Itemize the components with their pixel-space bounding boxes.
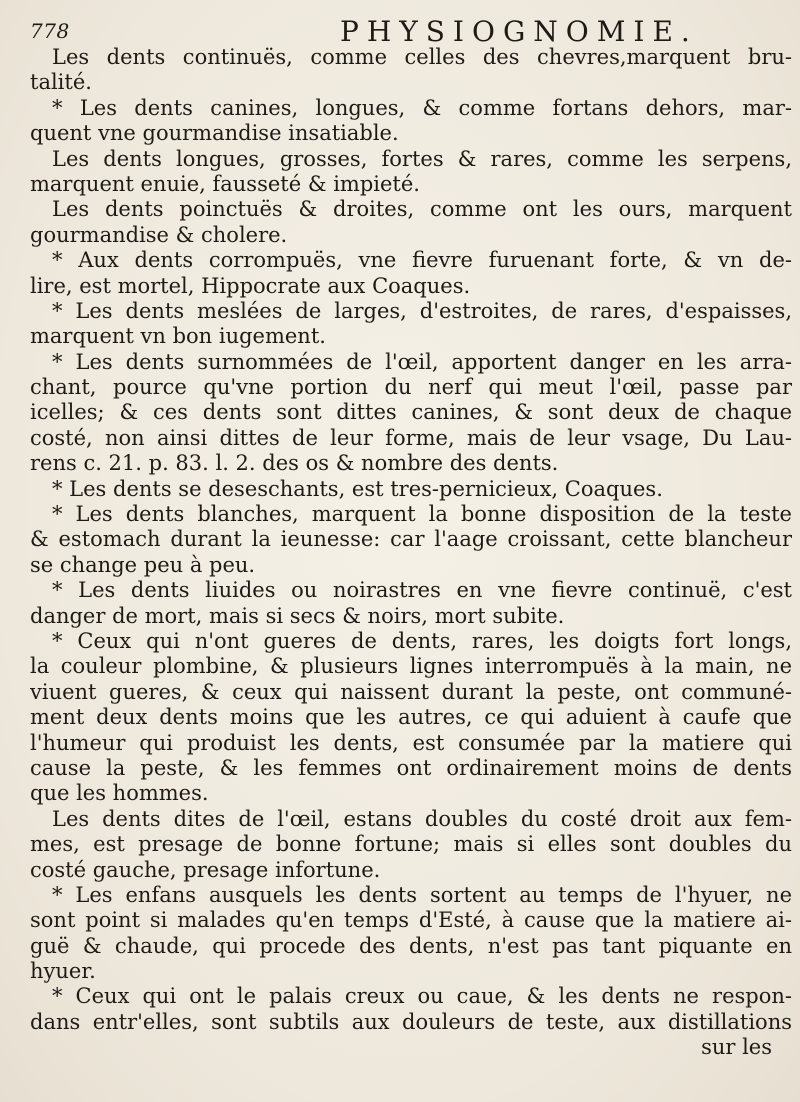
text-line: Les dents poinctuës & droites, comme ont les ours, marquent [52, 197, 792, 222]
text-line: * Les enfans ausquels les dents sortent au temps de l'hyuer, ne [52, 882, 792, 907]
text-line: * Ceux qui n'ont gueres de dents, rares, les doigts fort longs, [52, 628, 792, 653]
text-line: * Les dents canines, longues, & comme fortans dehors, mar- [52, 95, 792, 120]
text-line: * Aux dents corrompuës, vne fievre furuenant forte, & vn de- [52, 248, 792, 273]
text-line: ment deux dents moins que les autres, ce qui aduient à caufe que [30, 705, 792, 730]
text-line: icelles; & ces dents sont dittes canines, & sont deux de chaque [30, 400, 792, 425]
text-line: * Les dents meslées de larges, d'estroites, de rares, d'espaisses, [52, 298, 792, 323]
text-line: mes, est presage de bonne fortune; mais si elles sont doubles du [30, 832, 792, 857]
text-line: * Les dents surnommées de l'œil, apportent danger en les arra- [52, 349, 792, 374]
text-line: marquent vn bon iugement. [30, 324, 326, 349]
text-line: talité. [30, 70, 92, 95]
text-line: gourmandise & cholere. [30, 222, 288, 247]
text-line: Les dents continuës, comme celles des chevres,marquent bru- [52, 45, 792, 69]
page-number: 778 [30, 19, 70, 43]
text-line: costé, non ainsi dittes de leur forme, mais de leur vsage, Du Lau- [30, 425, 792, 450]
text-line: guë & chaude, qui procede des dents, n'est pas tant piquante en [30, 933, 792, 958]
text-line: costé gauche, presage infortune. [30, 857, 381, 882]
text-line: l'humeur qui produist les dents, est consumée par la matiere qui [30, 730, 792, 755]
text-line: dans entr'elles, sont subtils aux douleurs de teste, aux distillations [30, 1009, 792, 1034]
text-line: la couleur plombine, & plusieurs lignes interrompuës à la main, ne [30, 654, 792, 679]
text-line: lire, est mortel, Hippocrate aux Coaques. [30, 273, 471, 298]
text-line: cause la peste, & les femmes ont ordinairement moins de dents [30, 755, 792, 780]
body-text [30, 45, 792, 1061]
text-line: viuent gueres, & ceux qui naissent durant la peste, ont communé- [30, 679, 792, 704]
text-line: se change peu à peu. [30, 552, 256, 577]
text-line: * Les dents blanches, marquent la bonne disposition de la teste [52, 502, 792, 527]
running-title: PHYSIOGNOMIE. [340, 15, 698, 48]
text-line: * Ceux qui ont le palais creux ou caue, & les dents ne respon- [52, 984, 792, 1009]
text-line: que les hommes. [30, 781, 209, 806]
text-line: marquent enuie, fausseté & impieté. [30, 171, 420, 196]
text-line: * Les dents se deseschants, est tres-pernicieux, Coaques. [52, 476, 663, 501]
text-line: Les dents longues, grosses, fortes & rares, comme les serpens, [52, 146, 792, 171]
text-line: & estomach durant la ieunesse: car l'aage croissant, cette blancheur [30, 527, 792, 552]
text-line: danger de mort, mais si secs & noirs, mort subite. [30, 603, 565, 628]
text-line: Les dents dites de l'œil, estans doubles du costé droit aux fem- [52, 806, 792, 831]
catchword: sur les [701, 1035, 772, 1060]
text-line: chant, pource qu'vne portion du nerf qui meut l'œil, passe par [30, 375, 792, 400]
text-line: hyuer. [30, 959, 96, 984]
text-line: quent vne gourmandise insatiable. [30, 121, 399, 146]
text-line: rens c. 21. p. 83. l. 2. des os & nombre des dents. [30, 451, 559, 476]
text-line: * Les dents liuides ou noirastres en vne fievre continuë, c'est [52, 578, 792, 603]
text-line: sont point si malades qu'en temps d'Esté, à cause que la matiere ai- [30, 908, 792, 933]
